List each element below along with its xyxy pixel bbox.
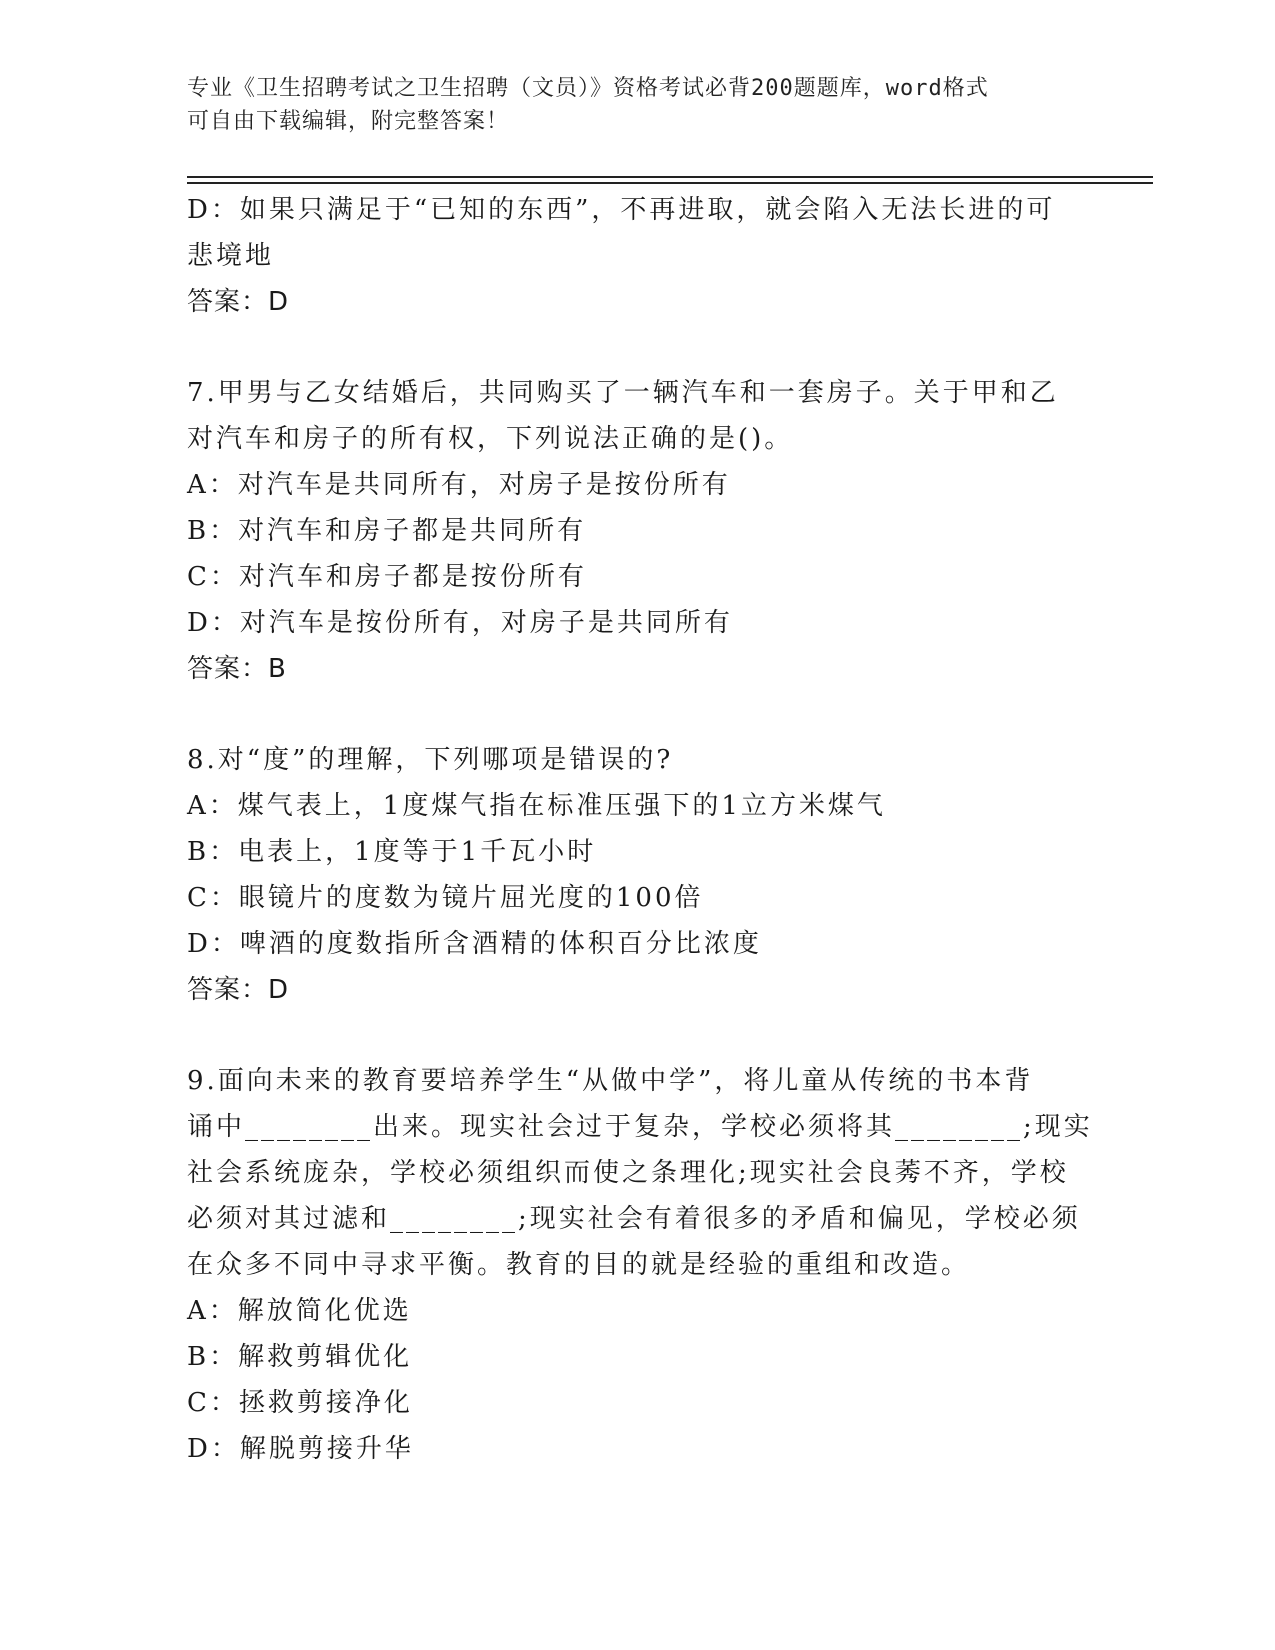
q7-answer: 答案：B [187, 654, 287, 684]
q6-option-d-line-2: 悲境地 [187, 241, 275, 271]
question-8 [187, 737, 1087, 1013]
q6-option-d-line-1: D：如果只满足于“已知的东西”，不再进取，就会陷入无法长进的可 [187, 195, 1056, 225]
q8-option-a: A：煤气表上，1度煤气指在标准压强下的1立方米煤气 [187, 791, 886, 821]
q8-option-b: B：电表上，1度等于1千瓦小时 [187, 837, 597, 867]
q7-option-a: A：对汽车是共同所有，对房子是按份所有 [187, 470, 731, 500]
q9-option-c: C：拯救剪接净化 [187, 1388, 413, 1418]
q6-answer: 答案：D [187, 287, 290, 317]
question-9 [187, 1058, 1093, 1472]
question-content [187, 187, 1093, 1472]
q9-option-d: D：解脱剪接升华 [187, 1434, 414, 1464]
q8-option-c: C：眼镜片的度数为镜片屈光度的100倍 [187, 883, 704, 913]
q9-option-a: A：解放简化优选 [187, 1296, 412, 1326]
q8-stem: 8.对“度”的理解，下列哪项是错误的? [187, 745, 674, 775]
q9-option-b: B：解救剪辑优化 [187, 1342, 413, 1372]
q8-answer: 答案：D [187, 975, 290, 1005]
question-7 [187, 370, 1087, 692]
q9-stem-line-2: 诵中________出来。现实社会过于复杂，学校必须将其________;现实 [187, 1112, 1093, 1142]
header-rule-top [187, 176, 1153, 178]
q9-stem-line-3: 社会系统庞杂，学校必须组织而使之条理化;现实社会良莠不齐，学校 [187, 1158, 1069, 1188]
q7-option-d: D：对汽车是按份所有，对房子是共同所有 [187, 608, 733, 638]
header-line-1: 专业《卫生招聘考试之卫生招聘（文员）》资格考试必背200题题库，word格式 [187, 76, 989, 101]
q8-option-d: D：啤酒的度数指所含酒精的体积百分比浓度 [187, 929, 762, 959]
header-rule-bottom [187, 182, 1153, 184]
q7-stem-line-2: 对汽车和房子的所有权，下列说法正确的是()。 [187, 424, 794, 454]
q9-stem-line-4: 必须对其过滤和________;现实社会有着很多的矛盾和偏见，学校必须 [187, 1204, 1081, 1234]
q7-option-b: B：对汽车和房子都是共同所有 [187, 516, 587, 546]
q9-stem-line-5: 在众多不同中寻求平衡。教育的目的就是经验的重组和改造。 [187, 1250, 971, 1280]
q9-stem-line-1: 9.面向未来的教育要培养学生“从做中学”，将儿童从传统的书本背 [187, 1066, 1034, 1096]
document-header [187, 72, 1087, 138]
q7-option-c: C：对汽车和房子都是按份所有 [187, 562, 587, 592]
header-line-2: 可自由下载编辑，附完整答案！ [187, 109, 510, 134]
question-6-tail [187, 187, 1087, 325]
q7-stem-line-1: 7.甲男与乙女结婚后，共同购买了一辆汽车和一套房子。关于甲和乙 [187, 378, 1059, 408]
